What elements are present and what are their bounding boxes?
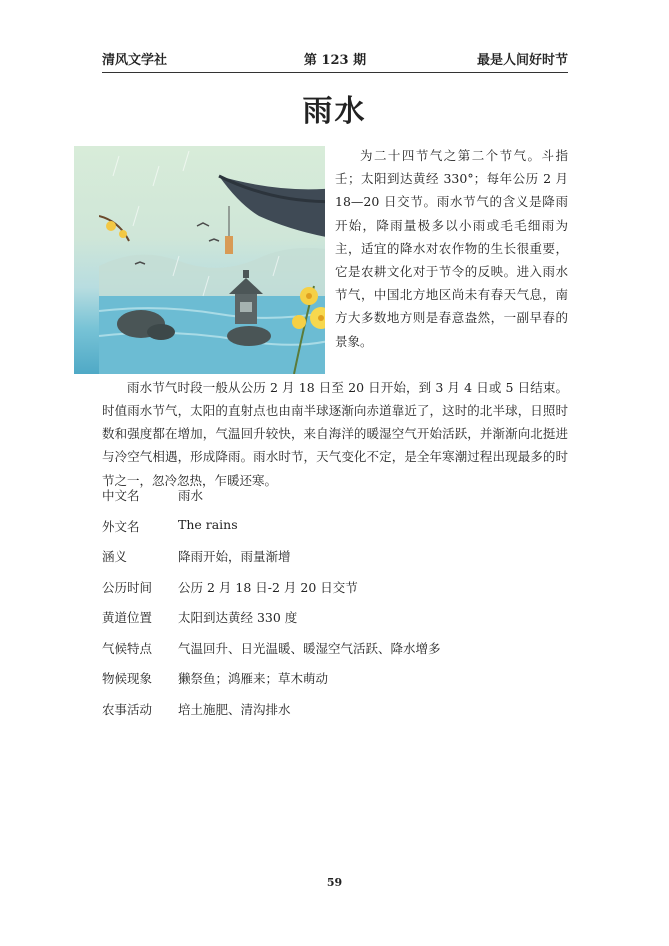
article-title: 雨水 bbox=[302, 94, 367, 129]
rain-illustration bbox=[74, 146, 325, 374]
info-row bbox=[102, 578, 568, 609]
info-label: 农事活动 bbox=[102, 701, 153, 717]
info-value: 太阳到达黄经 330 度 bbox=[178, 610, 298, 625]
page-header bbox=[102, 50, 568, 73]
info-row bbox=[102, 700, 568, 731]
paragraph-1-text: 为二十四节气之第二个节气。斗指壬；太阳到达黄经 330°；每年公历 2 月 18—20 日交节。雨水节气的含义是降雨开始，降雨量极多以小雨或毛毛细雨为主，适宜的降水对农作物的生长很重要，它是农耕文化对于节令的反映。进入雨水节气，中国北方地区尚未有春天气息，南方大多数地方则是春意盎然，一副早春的景象。 bbox=[335, 148, 568, 349]
info-label: 黄道位置 bbox=[102, 610, 153, 625]
info-value: 降雨开始，雨量渐增 bbox=[178, 549, 291, 564]
info-row bbox=[102, 517, 568, 548]
info-value: 獭祭鱼；鸿雁来；草木萌动 bbox=[178, 671, 329, 686]
info-row bbox=[102, 547, 568, 578]
header-slogan: 最是人间好时节 bbox=[476, 53, 568, 68]
info-value: 雨水 bbox=[178, 488, 204, 503]
info-label: 涵义 bbox=[102, 549, 128, 564]
info-value: 培土施肥、清沟排水 bbox=[178, 701, 291, 717]
info-value: 气温回升、日光温暖、暖湿空气活跃、降水增多 bbox=[178, 640, 441, 656]
info-value: The rains bbox=[178, 516, 238, 532]
header-issue: 第 123 期 bbox=[303, 53, 367, 68]
info-label: 中文名 bbox=[102, 488, 140, 503]
info-row bbox=[102, 486, 568, 517]
info-label: 公历时间 bbox=[102, 579, 153, 595]
info-row bbox=[102, 639, 568, 670]
page-number: 59 bbox=[326, 876, 343, 889]
rain-scene-image bbox=[99, 146, 325, 374]
info-row bbox=[102, 669, 568, 700]
article-body bbox=[102, 144, 568, 492]
info-value: 公历 2 月 18 日-2 月 20 日交节 bbox=[178, 579, 358, 595]
info-label: 气候特点 bbox=[102, 640, 153, 656]
info-row bbox=[102, 608, 568, 639]
info-table bbox=[102, 486, 568, 730]
info-label: 物候现象 bbox=[102, 671, 153, 686]
article-paragraph-2: 雨水节气时段一般从公历 2 月 18 日至 20 日开始，到 3 月 4 日或 5 日结束。时值雨水节气，太阳的直射点也由南半球逐渐向赤道靠近了，这时的北半球，日照时数和强度都在增加，气温回升较快，来自海洋的暖湿空气开始活跃，并渐渐向北挺进与冷空气相遇，形成降雨。雨水时节，天气变化不定，是全年寒潮过程出现最多的时节之一，忽冷忽热，乍暖还寒。 bbox=[102, 379, 568, 488]
header-publisher: 清风文学社 bbox=[102, 53, 168, 68]
info-label: 外文名 bbox=[102, 518, 140, 534]
article-paragraph-1 bbox=[102, 144, 568, 353]
